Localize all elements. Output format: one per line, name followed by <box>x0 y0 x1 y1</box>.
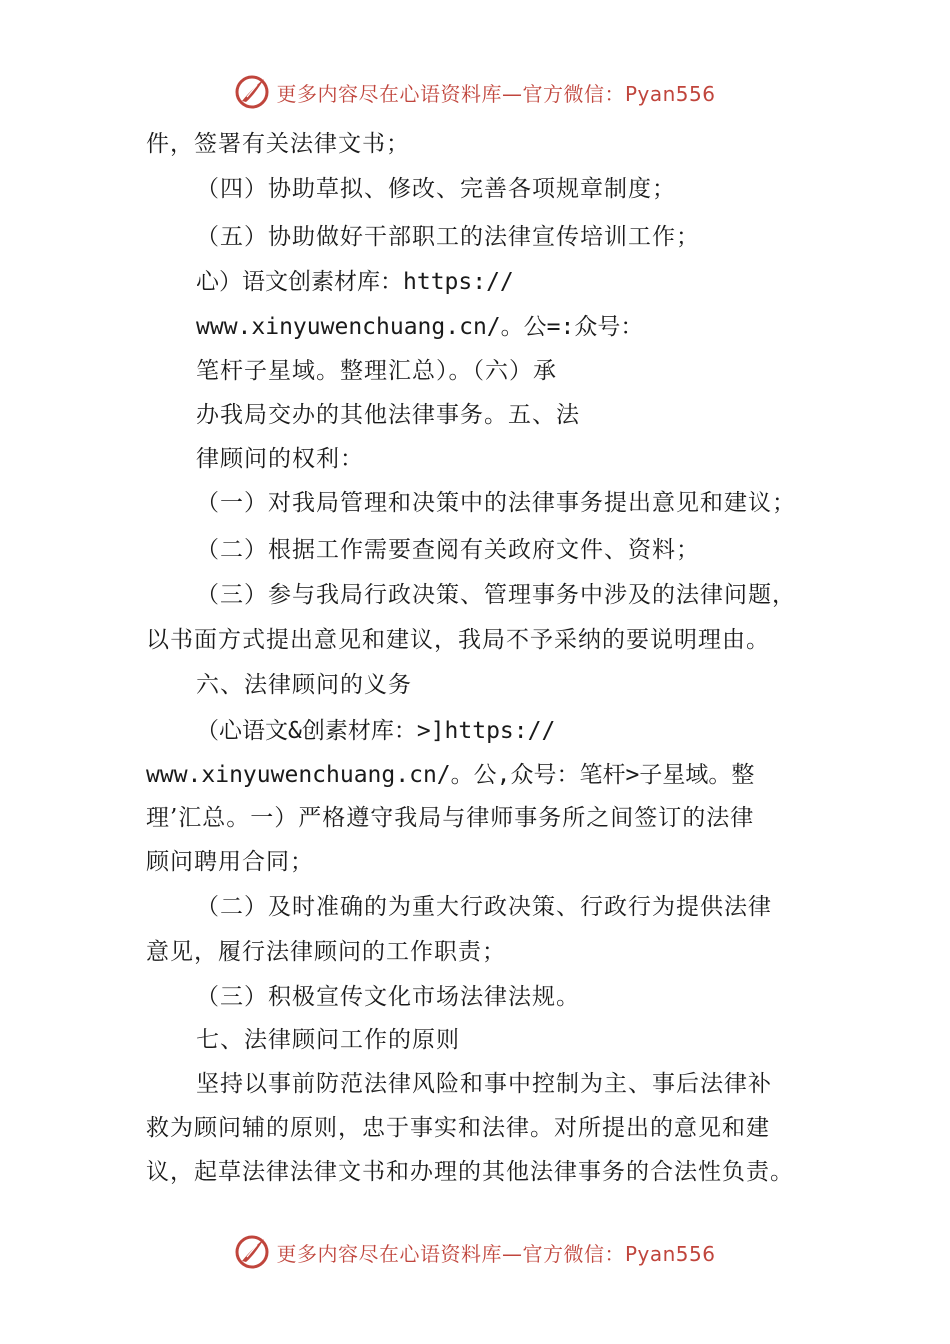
text-line: 意见，履行法律顾问的工作职责； <box>146 939 506 965</box>
text-line: （三）积极宣传文化市场法律法规。 <box>196 984 580 1010</box>
text-line: 坚持以事前防范法律风险和事中控制为主、事后法律补 <box>196 1071 772 1097</box>
text-line: 心）语文创素材库：https:// <box>196 269 514 295</box>
text-line: （心语文&创素材库：>]https:// <box>196 718 556 744</box>
section-heading: 七、法律顾问工作的原则 <box>196 1027 460 1053</box>
quill-logo-icon <box>234 74 270 110</box>
text-line: （三）参与我局行政决策、管理事务中涉及的法律问题， <box>196 582 796 608</box>
watermark-text-top: 更多内容尽在心语资料库—官方微信：Pyan556 <box>276 81 716 106</box>
text-line: 理’汇总。一）严格遵守我局与律师事务所之间签订的法律 <box>146 805 755 831</box>
quill-logo-icon <box>234 1234 270 1270</box>
text-line: 笔杆子星域。整理汇总）。（六）承 <box>196 358 557 384</box>
text-line: 顾问聘用合同； <box>146 849 314 875</box>
watermark-banner-top <box>0 72 950 112</box>
text-line: 律顾问的权利： <box>196 446 364 472</box>
text-line: 办我局交办的其他法律事务。五、法 <box>196 402 580 428</box>
text-line: （一）对我局管理和决策中的法律事务提出意见和建议； <box>196 490 796 516</box>
text-line: www.xinyuwenchuang.cn/。公=:众号： <box>196 314 644 340</box>
text-line: 议，起草法律法律文书和办理的其他法律事务的合法性负责。 <box>146 1159 794 1185</box>
text-line: （二）根据工作需要查阅有关政府文件、资料； <box>196 537 700 563</box>
text-line: （四）协助草拟、修改、完善各项规章制度； <box>196 176 676 202</box>
text-line: 救为顾问辅的原则，忠于事实和法律。对所提出的意见和建 <box>146 1115 770 1141</box>
text-line: （二）及时准确的为重大行政决策、行政行为提供法律 <box>196 894 772 920</box>
text-line: （五）协助做好干部职工的法律宣传培训工作； <box>196 224 700 250</box>
watermark-text-bottom: 更多内容尽在心语资料库—官方微信：Pyan556 <box>276 1241 716 1266</box>
text-line: www.xinyuwenchuang.cn/。公,众号：笔杆>子星域。整 <box>146 762 755 788</box>
watermark-banner-bottom <box>0 1232 950 1272</box>
text-line: 以书面方式提出意见和建议，我局不予采纳的要说明理由。 <box>146 627 770 653</box>
section-heading: 六、法律顾问的义务 <box>196 672 412 698</box>
text-line: 件，签署有关法律文书； <box>146 131 410 157</box>
